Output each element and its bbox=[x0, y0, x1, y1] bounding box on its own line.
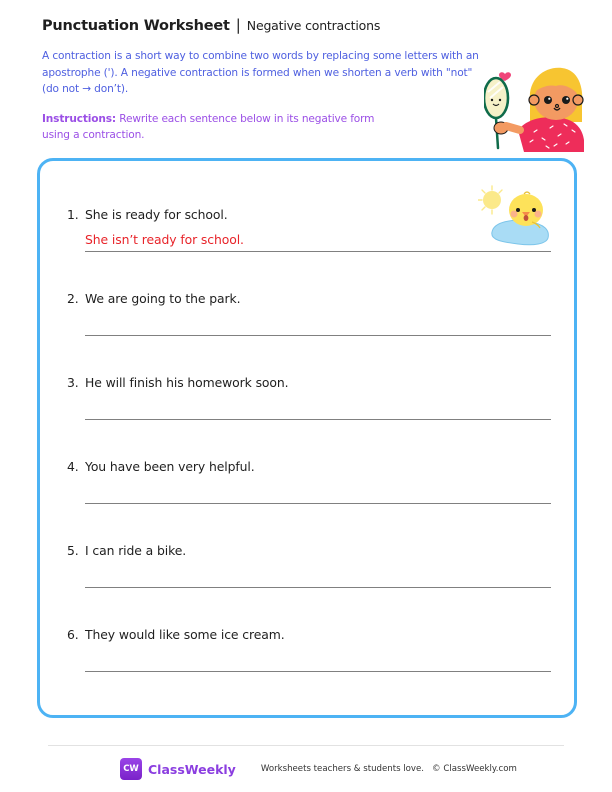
question-number: 3. bbox=[67, 375, 79, 390]
question-sentence: She is ready for school. bbox=[85, 207, 228, 222]
footer bbox=[120, 758, 517, 780]
answer-line-6[interactable] bbox=[85, 671, 551, 672]
footer-copyright: © ClassWeekly.com bbox=[432, 764, 517, 774]
question-number: 4. bbox=[67, 459, 79, 474]
worksheet-subtitle: Negative contractions bbox=[246, 18, 381, 33]
intro-paragraph: A contraction is a short way to combine two words by replacing some letters with an apostrophe ('). A negative contraction is formed when we shorten a verb with "not" (do not → don’t). bbox=[42, 50, 479, 95]
question-2 bbox=[67, 291, 240, 306]
question-sentence: We are going to the park. bbox=[85, 291, 241, 306]
question-sentence: I can ride a bike. bbox=[85, 543, 187, 558]
question-number: 5. bbox=[67, 543, 79, 558]
instructions-text: Rewrite each sentence below in its negative form using a contraction. bbox=[42, 113, 375, 141]
brand-name: ClassWeekly bbox=[148, 761, 236, 777]
chick-with-pillow-illustration bbox=[478, 184, 552, 246]
footer-tagline: Worksheets teachers & students love. bbox=[260, 764, 425, 774]
question-number: 2. bbox=[67, 291, 79, 306]
instructions-paragraph bbox=[42, 111, 382, 143]
question-number: 6. bbox=[67, 627, 79, 642]
girl-with-mirror-illustration bbox=[484, 60, 584, 152]
footer-divider bbox=[48, 745, 564, 746]
question-4 bbox=[67, 459, 255, 474]
question-5 bbox=[67, 543, 186, 558]
question-6 bbox=[67, 627, 285, 642]
worksheet-title: Punctuation Worksheet bbox=[42, 18, 230, 34]
question-sentence: You have been very helpful. bbox=[85, 459, 255, 474]
answer-line-4[interactable] bbox=[85, 503, 551, 504]
answer-line-1[interactable] bbox=[85, 251, 551, 252]
title-separator: | bbox=[235, 16, 241, 34]
answer-line-5[interactable] bbox=[85, 587, 551, 588]
answer-line-3[interactable] bbox=[85, 419, 551, 420]
question-number: 1. bbox=[67, 207, 79, 222]
instructions-label: Instructions: bbox=[42, 113, 117, 125]
answer-line-2[interactable] bbox=[85, 335, 551, 336]
question-3 bbox=[67, 375, 288, 390]
question-sentence: They would like some ice cream. bbox=[85, 627, 285, 642]
question-1 bbox=[67, 207, 228, 222]
classweekly-logo-icon: CW bbox=[120, 758, 142, 780]
worksheet-header bbox=[42, 16, 380, 34]
question-sentence: He will finish his homework soon. bbox=[85, 375, 289, 390]
answer-1-text[interactable]: She isn’t ready for school. bbox=[85, 232, 244, 247]
